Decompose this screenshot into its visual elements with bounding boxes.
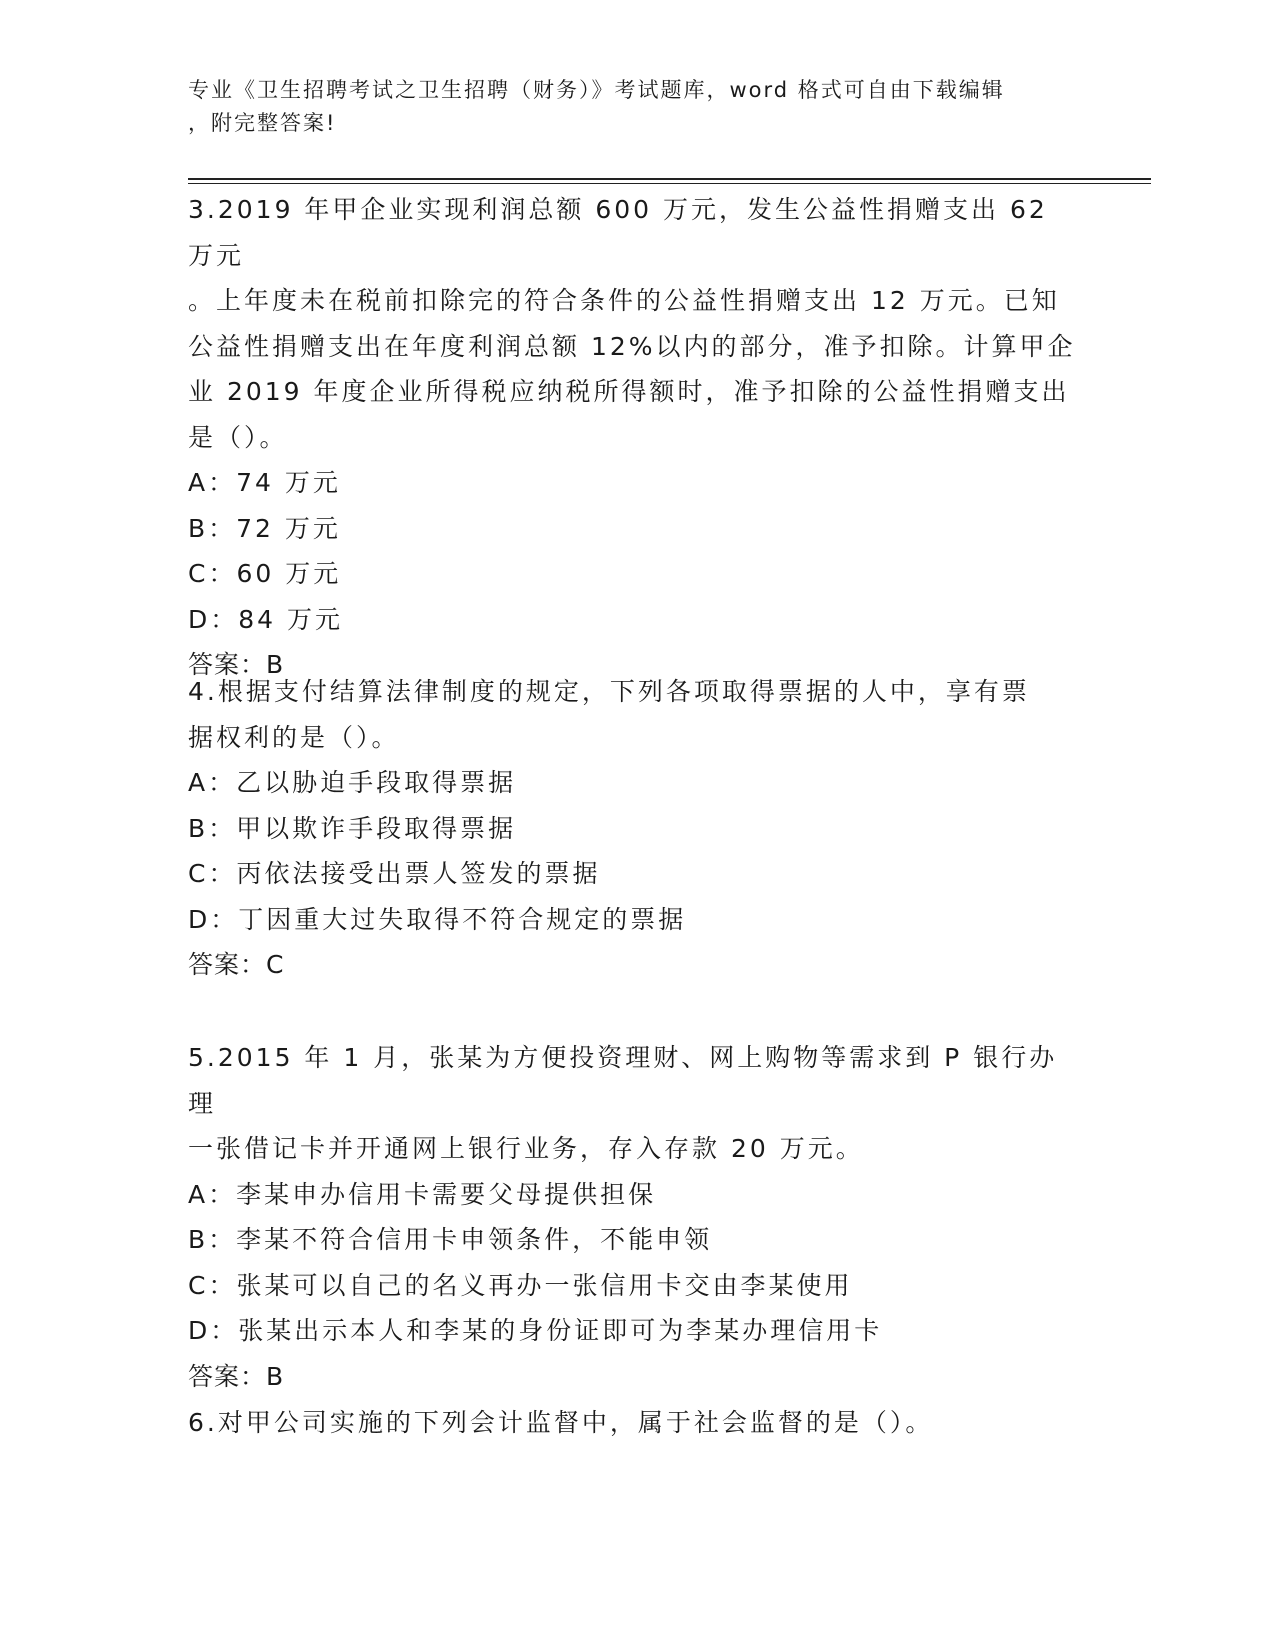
option-a: A：74 万元 bbox=[188, 468, 341, 497]
option-b: B：李某不符合信用卡申领条件，不能申领 bbox=[188, 1225, 713, 1254]
answer-line: 答案：B bbox=[188, 1361, 285, 1391]
question-stem-line: 据权利的是（）。 bbox=[188, 722, 400, 752]
option-d: D：丁因重大过失取得不符合规定的票据 bbox=[188, 904, 687, 934]
header-rule-thick bbox=[188, 178, 1151, 180]
question-stem-line: 是（）。 bbox=[188, 422, 288, 452]
header-line-2: ，附完整答案! bbox=[188, 111, 337, 135]
question-stem-line: 6.对甲公司实施的下列会计监督中，属于社会监督的是（）。 bbox=[188, 1408, 934, 1437]
question-4 bbox=[188, 669, 1088, 988]
option-a: A：乙以胁迫手段取得票据 bbox=[188, 768, 517, 797]
question-stem-line: 业 2019 年度企业所得税应纳税所得额时，准予扣除的公益性捐赠支出 bbox=[188, 377, 1070, 406]
question-3 bbox=[188, 187, 1088, 688]
question-stem-line: 公益性捐赠支出在年度利润总额 12%以内的部分，准予扣除。计算甲企 bbox=[188, 331, 1076, 361]
option-b: B：甲以欺诈手段取得票据 bbox=[188, 813, 517, 843]
option-d: D：张某出示本人和李某的身份证即可为李某办理信用卡 bbox=[188, 1316, 883, 1345]
option-c: C：丙依法接受出票人签发的票据 bbox=[188, 859, 601, 888]
option-c: C：张某可以自己的名义再办一张信用卡交由李某使用 bbox=[188, 1270, 853, 1300]
question-stem-line: 。上年度未在税前扣除完的符合条件的公益性捐赠支出 12 万元。已知 bbox=[188, 286, 1060, 315]
header-rule-thin bbox=[188, 183, 1151, 184]
question-stem-line: 3.2019 年甲企业实现利润总额 600 万元，发生公益性捐赠支出 62 万元 bbox=[188, 195, 1048, 270]
question-stem-line: 一张借记卡并开通网上银行业务，存入存款 20 万元。 bbox=[188, 1134, 864, 1163]
option-b: B：72 万元 bbox=[188, 513, 341, 543]
answer-line: 答案：C bbox=[188, 950, 285, 979]
option-c: C：60 万元 bbox=[188, 559, 342, 588]
question-6 bbox=[188, 1400, 1088, 1446]
option-a: A：李某申办信用卡需要父母提供担保 bbox=[188, 1179, 657, 1209]
question-stem-line: 5.2015 年 1 月，张某为方便投资理财、网上购物等需求到 P 银行办理 bbox=[188, 1043, 1058, 1118]
question-stem-line: 4.根据支付结算法律制度的规定，下列各项取得票据的人中，享有票 bbox=[188, 677, 1030, 706]
document-header bbox=[188, 74, 1068, 140]
header-line-1: 专业《卫生招聘考试之卫生招聘（财务）》考试题库，word 格式可自由下载编辑 bbox=[188, 78, 1005, 102]
answer-line: 答案：B bbox=[188, 650, 285, 679]
option-d: D：84 万元 bbox=[188, 604, 344, 634]
question-5 bbox=[188, 1035, 1088, 1399]
